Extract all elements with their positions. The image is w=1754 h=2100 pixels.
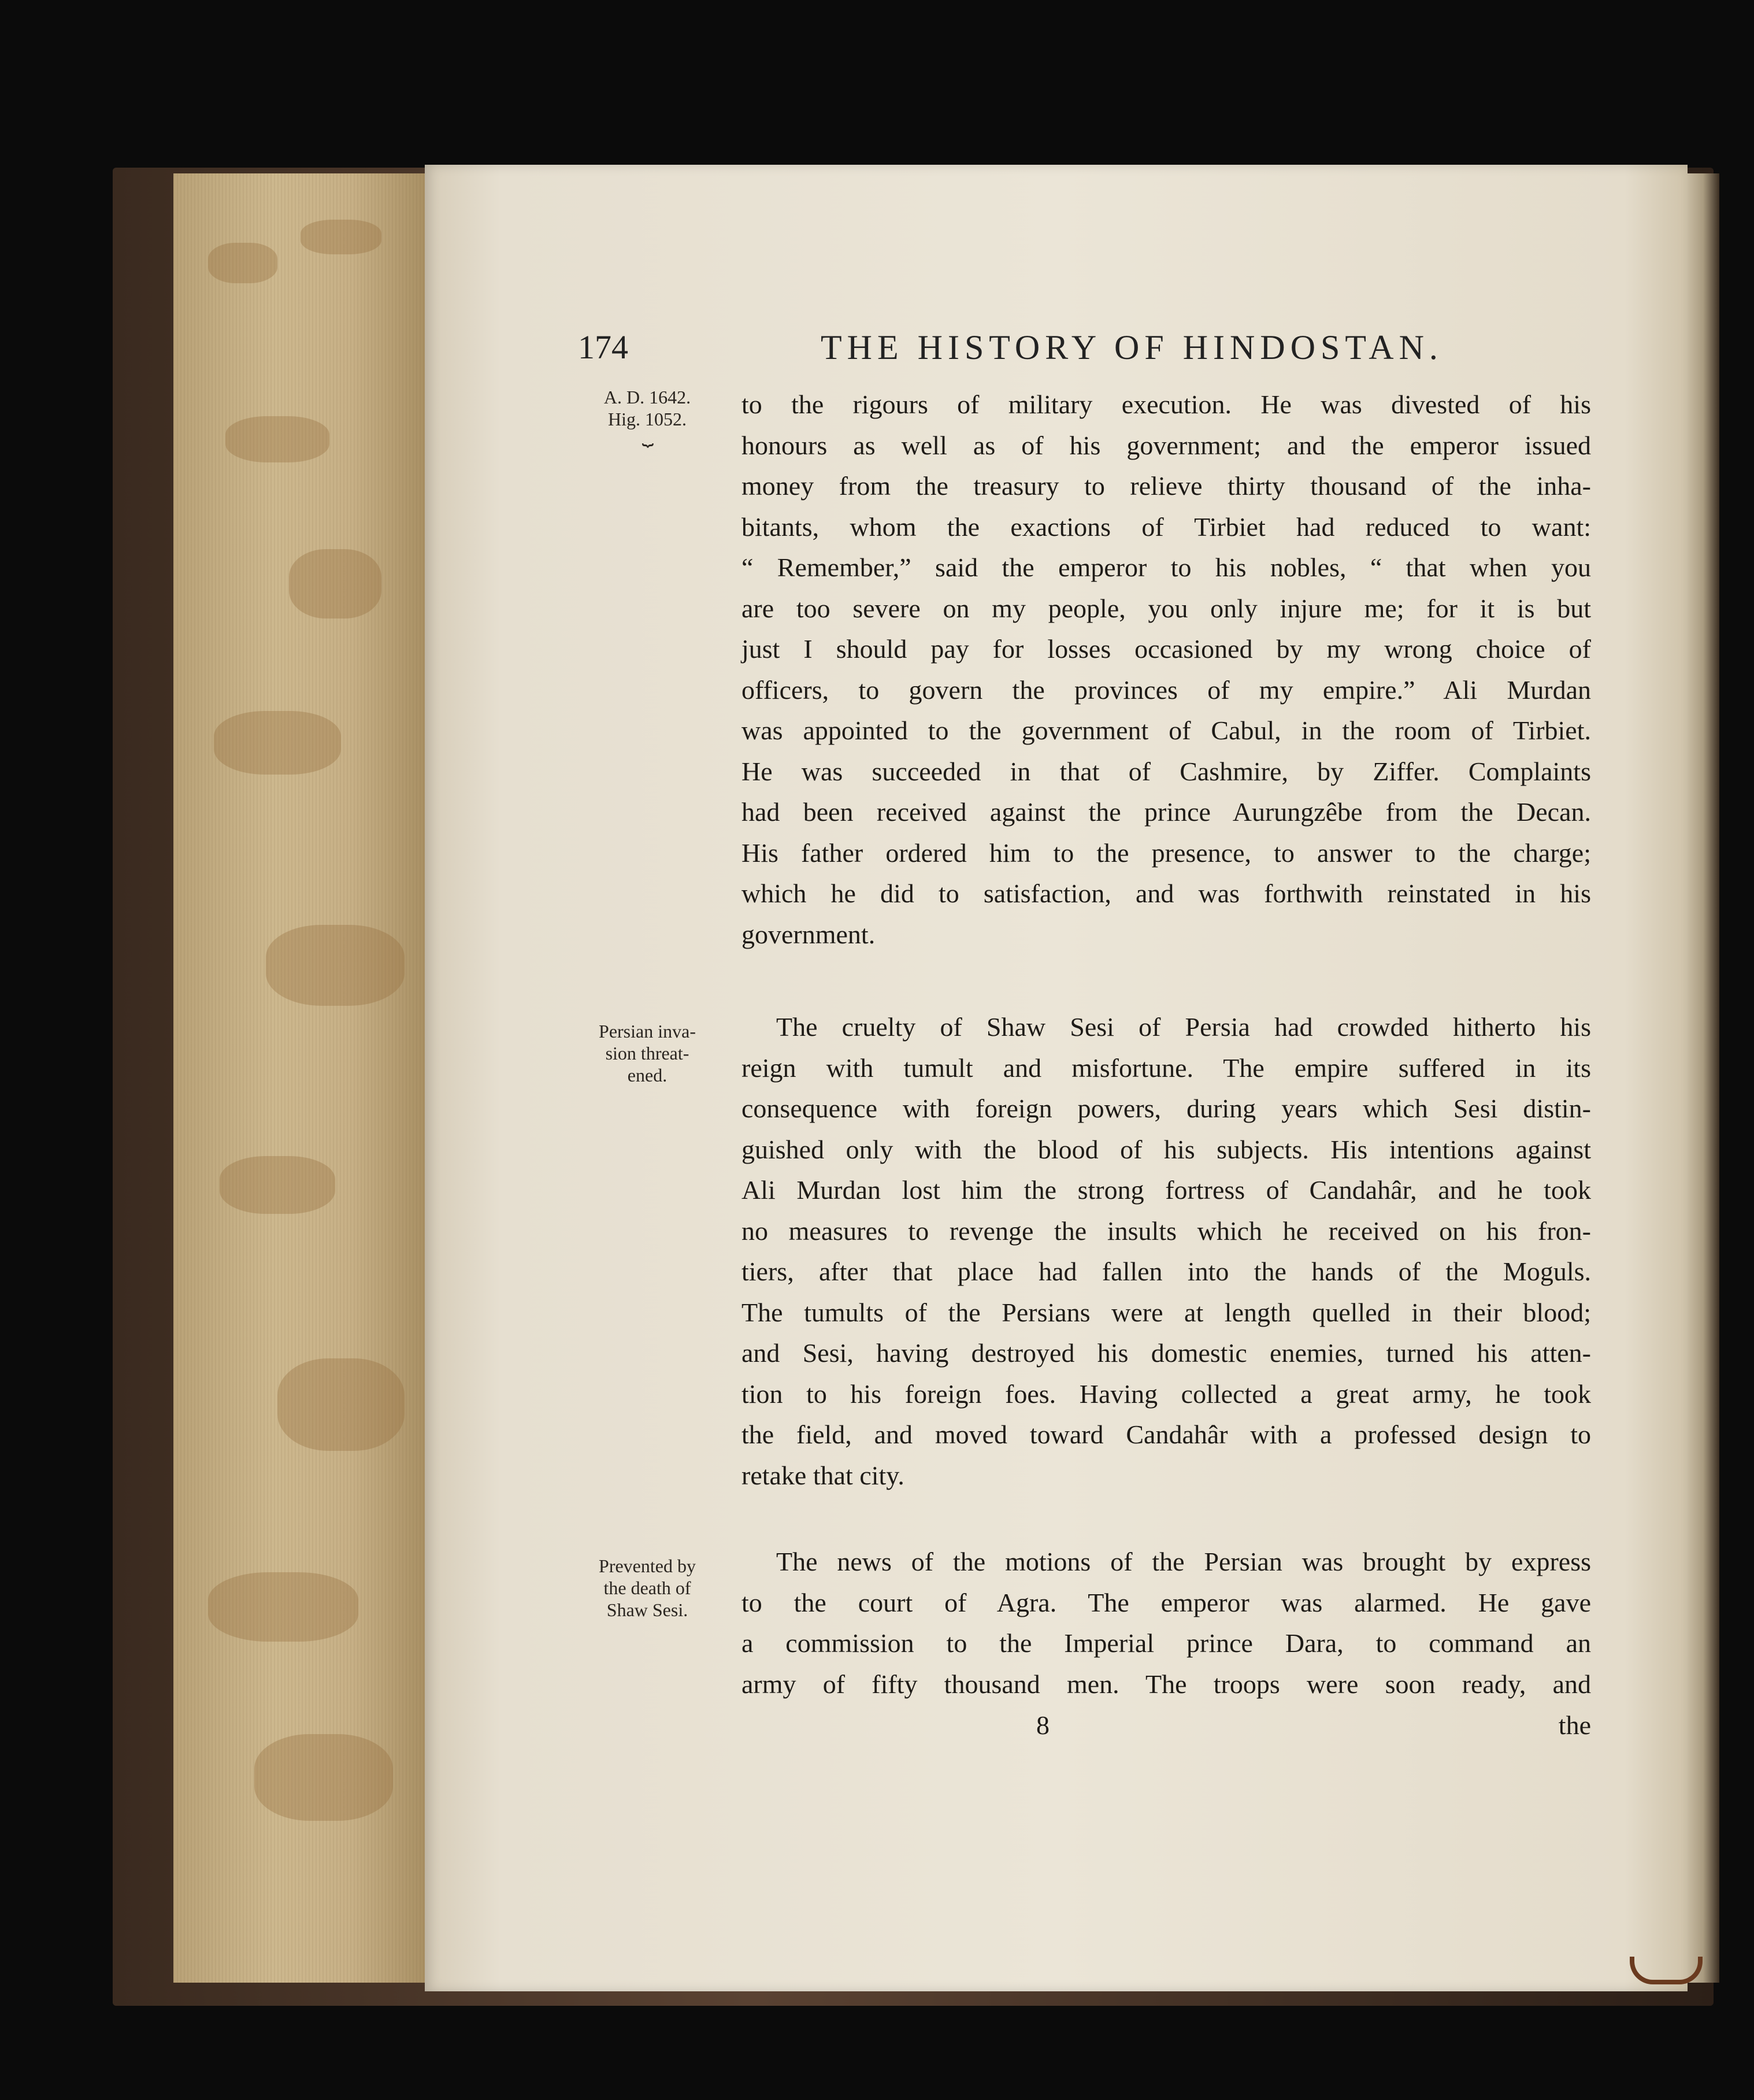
foxing-stain — [277, 1358, 405, 1451]
text-line: Ali Murdan lost him the strong fortress of Candahâr, and he took — [741, 1175, 1591, 1205]
date-line-ad: A. D. 1642. — [603, 387, 691, 408]
page-header — [578, 321, 1589, 367]
text-line: money from the treasury to relieve thirty thousand of the inha- — [741, 471, 1591, 501]
text-line: The cruelty of Shaw Sesi of Persia had crowded hitherto his — [776, 1012, 1591, 1042]
text-line: was appointed to the government of Cabul, in the room of Tirbiet. — [741, 716, 1591, 745]
margin-note-prevented — [578, 1555, 717, 1621]
foxing-stain — [301, 220, 381, 254]
margin-note-persian-invasion — [578, 1020, 717, 1086]
running-title: THE HISTORY OF HINDOSTAN. — [821, 328, 1443, 366]
foxing-stain — [208, 1572, 358, 1642]
margin-note-line: Persian inva- — [599, 1021, 696, 1042]
text-line: and Sesi, having destroyed his domestic enemies, turned his atten- — [741, 1338, 1591, 1368]
text-line: His father ordered him to the presence, to answer to the charge; — [741, 838, 1591, 868]
text-line: The tumults of the Persians were at length quelled in their blood; — [741, 1297, 1591, 1327]
text-line: He was succeeded in that of Cashmire, by Ziffer. Complaints — [741, 756, 1591, 786]
text-line: which he did to satisfaction, and was forthwith reinstated in his — [741, 879, 1591, 908]
margin-note-line: sion threat- — [605, 1043, 689, 1064]
foxing-stain — [254, 1734, 393, 1821]
brace-mark-icon: ⏟ — [641, 425, 653, 446]
page-footer — [741, 1705, 1591, 1746]
text-line: retake that city. — [741, 1460, 904, 1490]
text-line: are too severe on my people, you only injure me; for it is but — [741, 593, 1591, 623]
ribbon-bookmark — [1630, 1957, 1703, 1984]
foxing-stain — [266, 925, 405, 1006]
text-line: no measures to revenge the insults which he received on his fron- — [741, 1216, 1591, 1246]
text-line: officers, to govern the provinces of my empire.” Ali Murdan — [741, 675, 1591, 705]
margin-note-line: Prevented by — [599, 1555, 696, 1576]
text-line: a commission to the Imperial prince Dara, to command an — [741, 1628, 1591, 1658]
foxing-stain — [289, 549, 381, 618]
text-line: guished only with the blood of his subjects. His intentions against — [741, 1134, 1591, 1164]
text-line: just I should pay for losses occasioned by my wrong choice of — [741, 634, 1591, 664]
paragraph-1 — [741, 384, 1591, 955]
text-line: tiers, after that place had fallen into the hands of the Moguls. — [741, 1257, 1591, 1286]
foxing-stain — [214, 711, 341, 775]
margin-note-line: the death of — [603, 1577, 691, 1598]
margin-date-note — [578, 386, 717, 446]
text-line: government. — [741, 919, 876, 949]
text-line: bitants, whom the exactions of Tirbiet had reduced to want: — [741, 512, 1591, 542]
foxing-stain — [225, 416, 329, 462]
text-line: consequence with foreign powers, during years which Sesi distin- — [741, 1094, 1591, 1123]
foxing-stain — [220, 1156, 335, 1214]
text-line: “ Remember,” said the emperor to his nobles, “ that when you — [741, 553, 1591, 582]
paragraph-3 — [741, 1542, 1591, 1705]
catchword: the — [1558, 1710, 1591, 1740]
text-line: army of fifty thousand men. The troops were soon ready, and — [741, 1669, 1591, 1699]
text-line: to the court of Agra. The emperor was alarmed. He gave — [741, 1587, 1591, 1617]
text-line: reign with tumult and misfortune. The empire suffered in its — [741, 1053, 1591, 1083]
page-edges-stained — [173, 173, 428, 1983]
text-line: The news of the motions of the Persian was brought by express — [776, 1547, 1591, 1576]
margin-note-line: Shaw Sesi. — [606, 1599, 688, 1620]
text-line: the field, and moved toward Candahâr with a professed design to — [741, 1420, 1591, 1449]
text-line: honours as well as of his government; and the emperor issued — [741, 430, 1591, 460]
margin-note-line: ened. — [627, 1065, 668, 1086]
foxing-stain — [208, 243, 277, 283]
page-number: 174 — [578, 328, 628, 366]
paragraph-2 — [741, 1007, 1591, 1496]
text-line: tion to his foreign foes. Having collected a great army, he took — [741, 1379, 1591, 1409]
signature-mark: 8 — [1036, 1710, 1050, 1740]
date-line-hig: Hig. 1052. — [608, 409, 687, 429]
text-line: had been received against the prince Aurungzêbe from the Decan. — [741, 797, 1591, 827]
text-line: to the rigours of military execution. He was divested of his — [741, 390, 1591, 419]
